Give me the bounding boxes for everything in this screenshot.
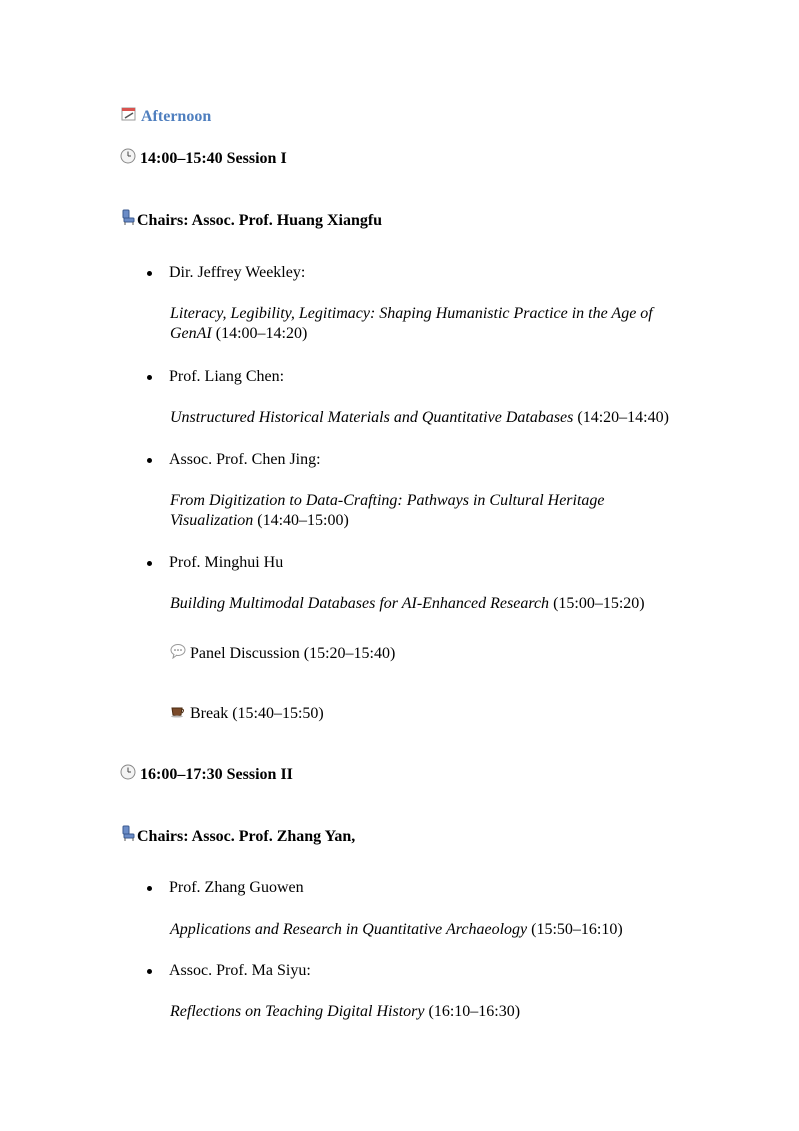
- bullet-icon: [147, 271, 152, 276]
- afternoon-heading: [121, 106, 211, 128]
- bullet-icon: [147, 458, 152, 463]
- chair-icon: [121, 209, 136, 232]
- speaker-name: Assoc. Prof. Ma Siyu:: [169, 962, 311, 979]
- speech-bubble-icon: [170, 643, 186, 665]
- talk-title: Literacy, Legibility, Legitimacy: Shaping Humanistic Practice in the Age of GenAI: [170, 305, 653, 342]
- talk-title-block: [170, 491, 620, 531]
- session-1-chairs: [121, 209, 382, 232]
- clock-icon: [120, 764, 136, 786]
- panel-discussion: [170, 643, 395, 665]
- panel-label: Panel Discussion (15:20–15:40): [190, 645, 396, 662]
- talk-time: (15:50–16:10): [527, 921, 623, 938]
- list-item: [147, 553, 283, 573]
- chair-icon: [121, 825, 136, 848]
- speaker-name: Assoc. Prof. Chen Jing:: [169, 451, 321, 468]
- bullet-icon: [147, 969, 152, 974]
- talk-title: Building Multimodal Databases for AI-Enhanced Research: [170, 595, 550, 612]
- list-item: [147, 450, 321, 470]
- talk-title-block: [170, 408, 669, 428]
- session-2-heading: [120, 764, 293, 786]
- afternoon-label: Afternoon: [141, 108, 212, 125]
- bullet-icon: [147, 561, 152, 566]
- bullet-icon: [147, 886, 152, 891]
- bullet-icon: [147, 375, 152, 380]
- clock-icon: [120, 148, 136, 170]
- break-item: [170, 704, 324, 724]
- list-item: [147, 878, 304, 898]
- break-label: Break (15:40–15:50): [190, 705, 324, 722]
- talk-time: (16:10–16:30): [424, 1003, 521, 1020]
- talk-title-block: [170, 920, 623, 940]
- speaker-name: Prof. Zhang Guowen: [169, 879, 304, 896]
- list-item: [147, 961, 311, 981]
- speaker-name: Dir. Jeffrey Weekley:: [169, 264, 306, 281]
- speaker-name: Prof. Minghui Hu: [169, 554, 284, 571]
- coffee-cup-icon: [170, 704, 186, 724]
- talk-title: Reflections on Teaching Digital History: [170, 1003, 425, 1020]
- talk-time: (14:00–14:20): [211, 325, 308, 342]
- chairs-label: Chairs: Assoc. Prof. Huang Xiangfu: [137, 211, 383, 229]
- talk-title: Applications and Research in Quantitative Archaeology: [170, 921, 528, 938]
- session-1-title: 14:00–15:40 Session I: [140, 150, 287, 167]
- talk-time: (14:40–15:00): [253, 512, 349, 529]
- talk-time: (14:20–14:40): [573, 409, 669, 426]
- talk-title: From Digitization to Data-Crafting: Pathways in Cultural Heritage Visualization: [170, 492, 605, 529]
- talk-title: Unstructured Historical Materials and Quantitative Databases: [170, 409, 574, 426]
- session-1-heading: [120, 148, 287, 170]
- session-2-chairs: [121, 825, 355, 848]
- calendar-icon: [121, 106, 137, 128]
- chairs-label: Chairs: Assoc. Prof. Zhang Yan,: [137, 827, 356, 845]
- talk-title-block: [170, 594, 645, 614]
- talk-title-block: [170, 304, 670, 344]
- list-item: [147, 367, 284, 387]
- session-2-title: 16:00–17:30 Session II: [140, 766, 293, 783]
- speaker-name: Prof. Liang Chen:: [169, 368, 285, 385]
- list-item: [147, 263, 305, 283]
- talk-time: (15:00–15:20): [549, 595, 645, 612]
- talk-title-block: [170, 1002, 520, 1022]
